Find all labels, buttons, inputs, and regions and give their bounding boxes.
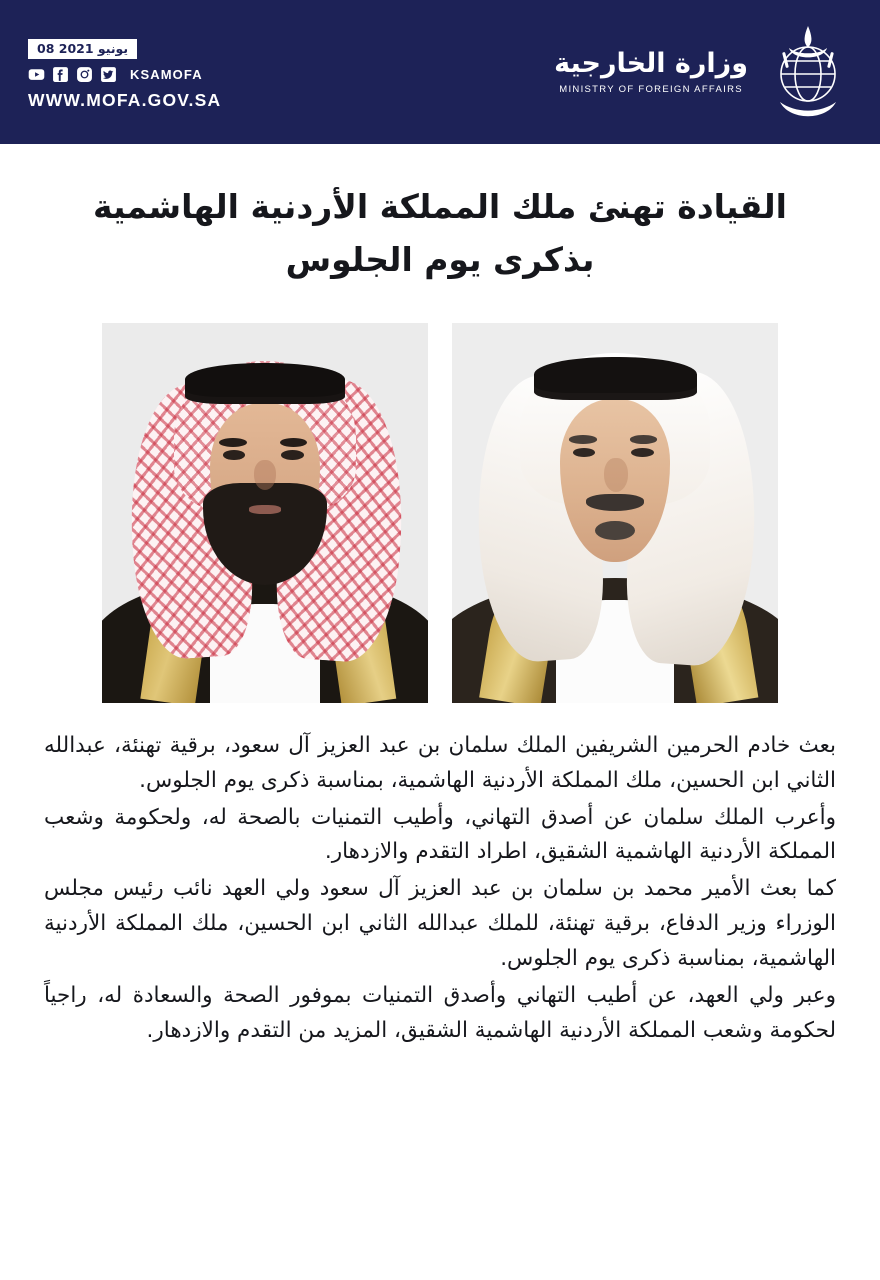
article-paragraph: بعث خادم الحرمين الشريفين الملك سلمان بن عبد العزيز آل سعود، برقية تهنئة، عبدالله الثاني ابن الحسين، ملك المملكة الأردنية الهاشمية، بمناسبة ذكرى يوم الجلوس. [44,732,836,793]
ministry-wordmark [554,49,748,96]
facebook-icon[interactable] [52,66,69,83]
header-right-group [554,24,854,120]
youtube-icon[interactable] [28,66,45,83]
social-handle: KSAMOFA [130,66,203,82]
header-bar [0,0,880,144]
article-paragraph: وأعرب الملك سلمان عن أصدق التهاني، وأطيب التمنيات بالصحة له، ولحكومة وشعب المملكة الأردنية الهاشمية الشقيق، اطراد التقدم والازدهار. [44,804,836,865]
header-left-group [28,33,221,111]
photo-row [0,323,880,703]
social-row [28,66,203,83]
portrait-crown-prince [102,323,428,703]
article-paragraph: وعبر ولي العهد، عن أطيب التهاني وأصدق التمنيات بموفور الصحة والسعادة له، راجياً لحكومة وشعب المملكة الأردنية الهاشمية الشقيق، المزيد من التقدم والازدهار. [44,982,836,1043]
page-title: القيادة تهنئ ملك المملكة الأردنية الهاشمية بذكرى يوم الجلوس [93,187,787,280]
twitter-icon[interactable] [100,66,117,83]
ministry-name-arabic: وزارة الخارجية [554,47,748,79]
instagram-icon[interactable] [76,66,93,83]
saudi-mofa-emblem-icon [764,24,852,120]
article-paragraph: كما بعث الأمير محمد بن سلمان بن عبد العزيز آل سعود ولي العهد نائب رئيس مجلس الوزراء وزير الدفاع، برقية تهنئة، للملك عبدالله الثاني ابن الحسين، ملك المملكة الأردنية الهاشمية، بمناسبة ذكرى يوم الجلوس. [44,876,836,971]
date-badge: 08 يونيو 2021 [28,39,137,59]
portrait-king [452,323,778,703]
article-body [44,729,836,1048]
website-url[interactable]: WWW.MOFA.GOV.SA [28,89,222,110]
ministry-name-english: MINISTRY OF FOREIGN AFFAIRS [559,84,743,96]
